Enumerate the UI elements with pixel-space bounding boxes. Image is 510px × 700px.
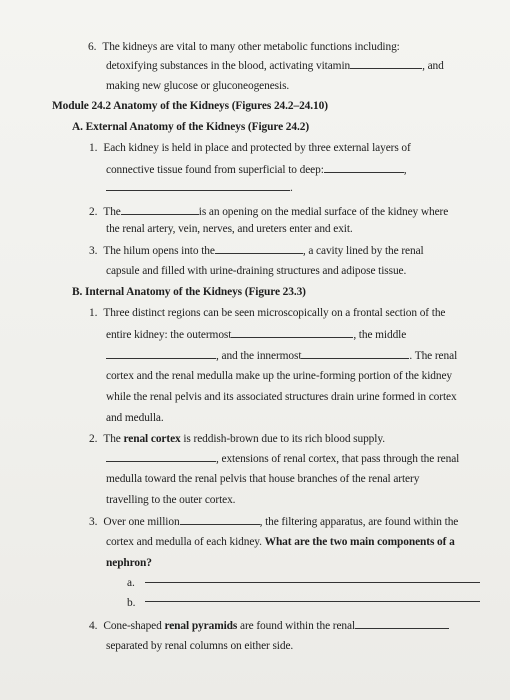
a-q1-blank-2[interactable] xyxy=(106,180,290,191)
a-q1-line3: . xyxy=(106,180,293,195)
a-q1-line2: connective tissue found from superficial to deep: , xyxy=(106,164,407,176)
b-q1-line3: , and the innermost . The renal xyxy=(106,348,457,363)
b-q3-line2: cortex and medulla of each kidney. What are the two main components of a xyxy=(106,536,455,548)
b-q3-answer-b: b. xyxy=(127,597,136,609)
module-heading: Module 24.2 Anatomy of the Kidneys (Figures 24.2–24.10) xyxy=(52,100,328,112)
b-q1-blank-middle[interactable] xyxy=(106,348,216,359)
q6-line2: detoxifying substances in the blood, activating vitamin , and xyxy=(106,60,444,72)
b-q3-line1: 3. Over one million , the filtering apparatus, are found within the xyxy=(89,516,459,528)
b-q1-line1: 1. Three distinct regions can be seen microscopically on a frontal section of the xyxy=(89,307,446,319)
a-q2-line2: the renal artery, vein, nerves, and ureters enter and exit. xyxy=(106,223,353,235)
b-q1-line5: while the renal pelvis and its associated structures drain urine formed in cortex xyxy=(106,391,457,403)
b-q1-blank-inner[interactable] xyxy=(301,348,409,359)
b-q2-line2: , extensions of renal cortex, that pass through the renal xyxy=(106,451,459,466)
a-q2-blank[interactable] xyxy=(121,204,199,215)
b-q4-line1: 4. Cone-shaped renal pyramids are found within the renal xyxy=(89,618,449,633)
b-q3-blank[interactable] xyxy=(180,514,260,525)
b-q1-line4: cortex and the renal medulla make up the urine-forming portion of the kidney xyxy=(106,370,453,382)
q6-blank-vitamin[interactable] xyxy=(350,58,422,69)
b-q3-answer-a: a. xyxy=(127,577,135,589)
b-q2-line1: 2. The renal cortex is reddish-brown due to its rich blood supply. xyxy=(89,433,385,445)
b-q2-line3: medulla toward the renal pelvis that house branches of the renal artery xyxy=(106,473,420,485)
a-q3-blank[interactable] xyxy=(215,243,303,254)
q6-line1: 6. The kidneys are vital to many other metabolic functions including: xyxy=(88,41,400,53)
a-q1-blank-1[interactable] xyxy=(324,162,404,173)
b-q4-line2: separated by renal columns on either side. xyxy=(106,640,294,652)
a-q3-line1: 3. The hilum opens into the , a cavity lined by the renal xyxy=(89,245,424,257)
b-q1-blank-outer[interactable] xyxy=(231,327,353,338)
b-q1-line6: and medulla. xyxy=(106,412,164,424)
b-q1-line2: entire kidney: the outermost , the middle xyxy=(106,329,407,341)
q6-line3: making new glucose or gluconeogenesis. xyxy=(106,80,290,92)
a-q3-line2: capsule and filled with urine-draining structures and adipose tissue. xyxy=(106,265,407,277)
b-q4-blank[interactable] xyxy=(355,618,449,629)
a-q1-line1: 1. Each kidney is held in place and protected by three external layers of xyxy=(89,142,411,154)
b-q2-blank[interactable] xyxy=(106,451,216,462)
b-q3-line3: nephron? xyxy=(106,557,152,569)
b-q3-answer-b-line[interactable] xyxy=(145,601,480,602)
section-a-heading: A. External Anatomy of the Kidneys (Figure 24.2) xyxy=(72,121,310,133)
a-q2-line1: 2. The is an opening on the medial surface of the kidney where xyxy=(89,206,449,218)
b-q2-line4: travelling to the outer cortex. xyxy=(106,494,236,506)
section-b-heading: B. Internal Anatomy of the Kidneys (Figure 23.3) xyxy=(72,286,306,298)
b-q3-answer-a-line[interactable] xyxy=(145,582,480,583)
